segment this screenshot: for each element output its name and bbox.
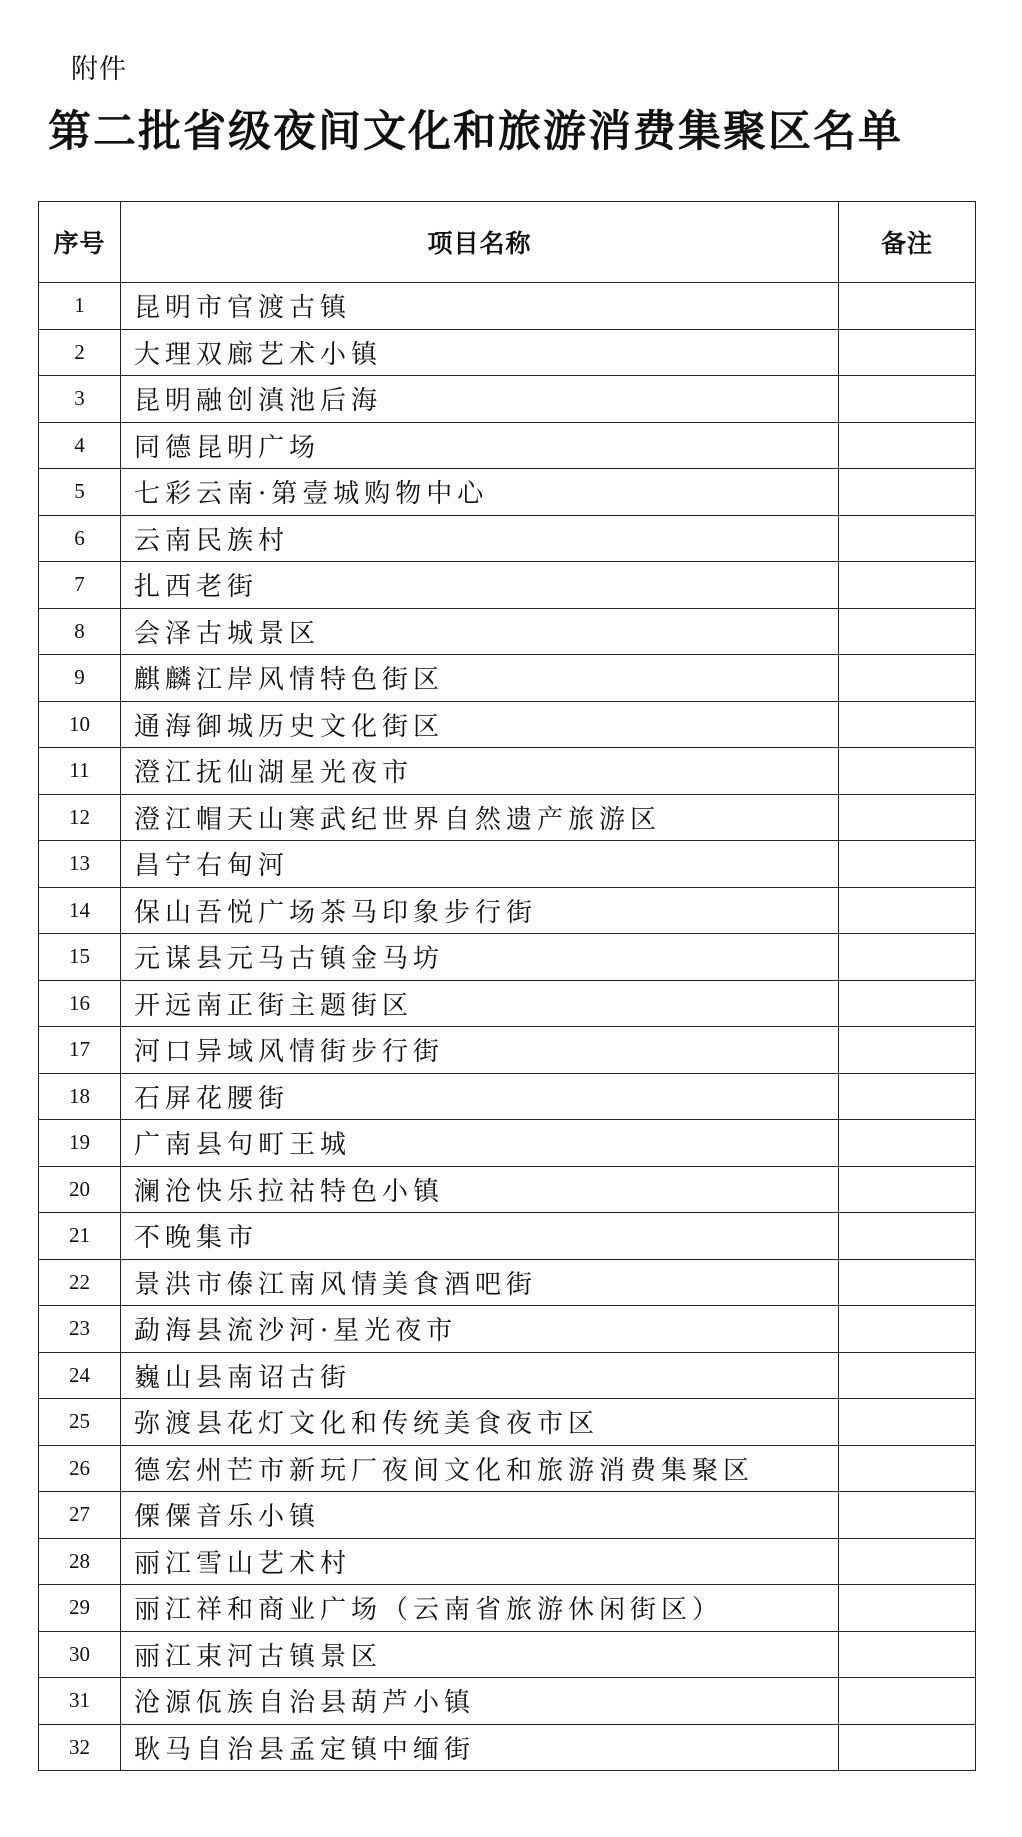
row-project-name: 勐海县流沙河·星光夜市 [121, 1306, 839, 1353]
row-project-name: 河口异域风情街步行街 [121, 1027, 839, 1074]
row-project-name: 丽江雪山艺术村 [121, 1538, 839, 1585]
row-project-name: 昆明市官渡古镇 [121, 283, 839, 330]
row-index: 1 [39, 283, 121, 330]
table-row [39, 1631, 976, 1678]
row-remarks [839, 329, 976, 376]
row-project-name: 弥渡县花灯文化和传统美食夜市区 [121, 1399, 839, 1446]
table-row [39, 748, 976, 795]
table-row [39, 376, 976, 423]
row-index: 5 [39, 469, 121, 516]
column-header-index: 序号 [39, 202, 121, 283]
table-row [39, 934, 976, 981]
row-remarks [839, 1678, 976, 1725]
row-project-name: 德宏州芒市新玩厂夜间文化和旅游消费集聚区 [121, 1445, 839, 1492]
table-row [39, 1492, 976, 1539]
table-row [39, 422, 976, 469]
table-row [39, 887, 976, 934]
attachment-label: 附件 [71, 54, 127, 85]
row-remarks [839, 1213, 976, 1260]
row-index: 26 [39, 1445, 121, 1492]
row-project-name: 澜沧快乐拉祜特色小镇 [121, 1166, 839, 1213]
row-index: 6 [39, 515, 121, 562]
table-row [39, 1585, 976, 1632]
row-remarks [839, 980, 976, 1027]
row-remarks [839, 515, 976, 562]
row-project-name: 同德昆明广场 [121, 422, 839, 469]
table-row [39, 1352, 976, 1399]
row-remarks [839, 1352, 976, 1399]
row-remarks [839, 794, 976, 841]
row-remarks [839, 1724, 976, 1771]
row-remarks [839, 376, 976, 423]
row-remarks [839, 1073, 976, 1120]
row-index: 32 [39, 1724, 121, 1771]
row-project-name: 傈僳音乐小镇 [121, 1492, 839, 1539]
table-row [39, 1445, 976, 1492]
column-header-remarks: 备注 [839, 202, 976, 283]
row-remarks [839, 748, 976, 795]
row-remarks [839, 701, 976, 748]
row-project-name: 广南县句町王城 [121, 1120, 839, 1167]
row-project-name: 元谋县元马古镇金马坊 [121, 934, 839, 981]
row-index: 2 [39, 329, 121, 376]
table-row [39, 562, 976, 609]
row-remarks [839, 655, 976, 702]
table-row [39, 515, 976, 562]
row-project-name: 扎西老街 [121, 562, 839, 609]
row-index: 13 [39, 841, 121, 888]
row-remarks [839, 934, 976, 981]
row-project-name: 保山吾悦广场茶马印象步行街 [121, 887, 839, 934]
row-index: 4 [39, 422, 121, 469]
table-row [39, 1538, 976, 1585]
row-remarks [839, 1492, 976, 1539]
row-project-name: 云南民族村 [121, 515, 839, 562]
row-index: 23 [39, 1306, 121, 1353]
row-index: 31 [39, 1678, 121, 1725]
row-index: 15 [39, 934, 121, 981]
row-index: 17 [39, 1027, 121, 1074]
row-remarks [839, 1306, 976, 1353]
row-project-name: 沧源佤族自治县葫芦小镇 [121, 1678, 839, 1725]
row-index: 11 [39, 748, 121, 795]
table-row [39, 1678, 976, 1725]
row-remarks [839, 841, 976, 888]
row-index: 27 [39, 1492, 121, 1539]
row-project-name: 丽江束河古镇景区 [121, 1631, 839, 1678]
row-index: 24 [39, 1352, 121, 1399]
row-index: 3 [39, 376, 121, 423]
row-index: 7 [39, 562, 121, 609]
row-index: 9 [39, 655, 121, 702]
row-remarks [839, 1538, 976, 1585]
row-remarks [839, 608, 976, 655]
table-row [39, 469, 976, 516]
row-remarks [839, 469, 976, 516]
row-index: 21 [39, 1213, 121, 1260]
row-project-name: 耿马自治县孟定镇中缅街 [121, 1724, 839, 1771]
table-row [39, 1399, 976, 1446]
row-project-name: 昌宁右甸河 [121, 841, 839, 888]
row-index: 14 [39, 887, 121, 934]
row-index: 30 [39, 1631, 121, 1678]
row-index: 22 [39, 1259, 121, 1306]
row-index: 8 [39, 608, 121, 655]
table-row [39, 1306, 976, 1353]
table-row [39, 1166, 976, 1213]
row-remarks [839, 562, 976, 609]
row-project-name: 麒麟江岸风情特色街区 [121, 655, 839, 702]
row-remarks [839, 1631, 976, 1678]
row-remarks [839, 1585, 976, 1632]
row-remarks [839, 1120, 976, 1167]
row-remarks [839, 283, 976, 330]
row-index: 10 [39, 701, 121, 748]
row-project-name: 大理双廊艺术小镇 [121, 329, 839, 376]
table-row [39, 1724, 976, 1771]
table-row [39, 1073, 976, 1120]
row-index: 18 [39, 1073, 121, 1120]
row-index: 19 [39, 1120, 121, 1167]
table-row [39, 1259, 976, 1306]
row-remarks [839, 1399, 976, 1446]
project-list-table [38, 201, 976, 1771]
row-project-name: 石屏花腰街 [121, 1073, 839, 1120]
table-row [39, 283, 976, 330]
table-row [39, 701, 976, 748]
page-title: 第二批省级夜间文化和旅游消费集聚区名单 [48, 107, 903, 157]
row-remarks [839, 1259, 976, 1306]
column-header-project-name: 项目名称 [121, 202, 839, 283]
row-index: 20 [39, 1166, 121, 1213]
table-row [39, 1120, 976, 1167]
table-row [39, 608, 976, 655]
row-project-name: 通海御城历史文化街区 [121, 701, 839, 748]
row-project-name: 景洪市傣江南风情美食酒吧街 [121, 1259, 839, 1306]
table-row [39, 1213, 976, 1260]
row-index: 28 [39, 1538, 121, 1585]
row-index: 29 [39, 1585, 121, 1632]
row-remarks [839, 1166, 976, 1213]
row-remarks [839, 1445, 976, 1492]
row-remarks [839, 422, 976, 469]
row-index: 12 [39, 794, 121, 841]
row-project-name: 巍山县南诏古街 [121, 1352, 839, 1399]
table-row [39, 794, 976, 841]
table-row [39, 329, 976, 376]
row-project-name: 七彩云南·第壹城购物中心 [121, 469, 839, 516]
row-project-name: 开远南正街主题街区 [121, 980, 839, 1027]
row-project-name: 会泽古城景区 [121, 608, 839, 655]
row-project-name: 昆明融创滇池后海 [121, 376, 839, 423]
row-remarks [839, 1027, 976, 1074]
table-header-row [39, 202, 976, 283]
table-row [39, 980, 976, 1027]
row-project-name: 丽江祥和商业广场（云南省旅游休闲街区） [121, 1585, 839, 1632]
table-row [39, 655, 976, 702]
row-index: 16 [39, 980, 121, 1027]
row-project-name: 澄江帽天山寒武纪世界自然遗产旅游区 [121, 794, 839, 841]
row-project-name: 不晚集市 [121, 1213, 839, 1260]
row-project-name: 澄江抚仙湖星光夜市 [121, 748, 839, 795]
row-index: 25 [39, 1399, 121, 1446]
table-row [39, 841, 976, 888]
row-remarks [839, 887, 976, 934]
table-row [39, 1027, 976, 1074]
